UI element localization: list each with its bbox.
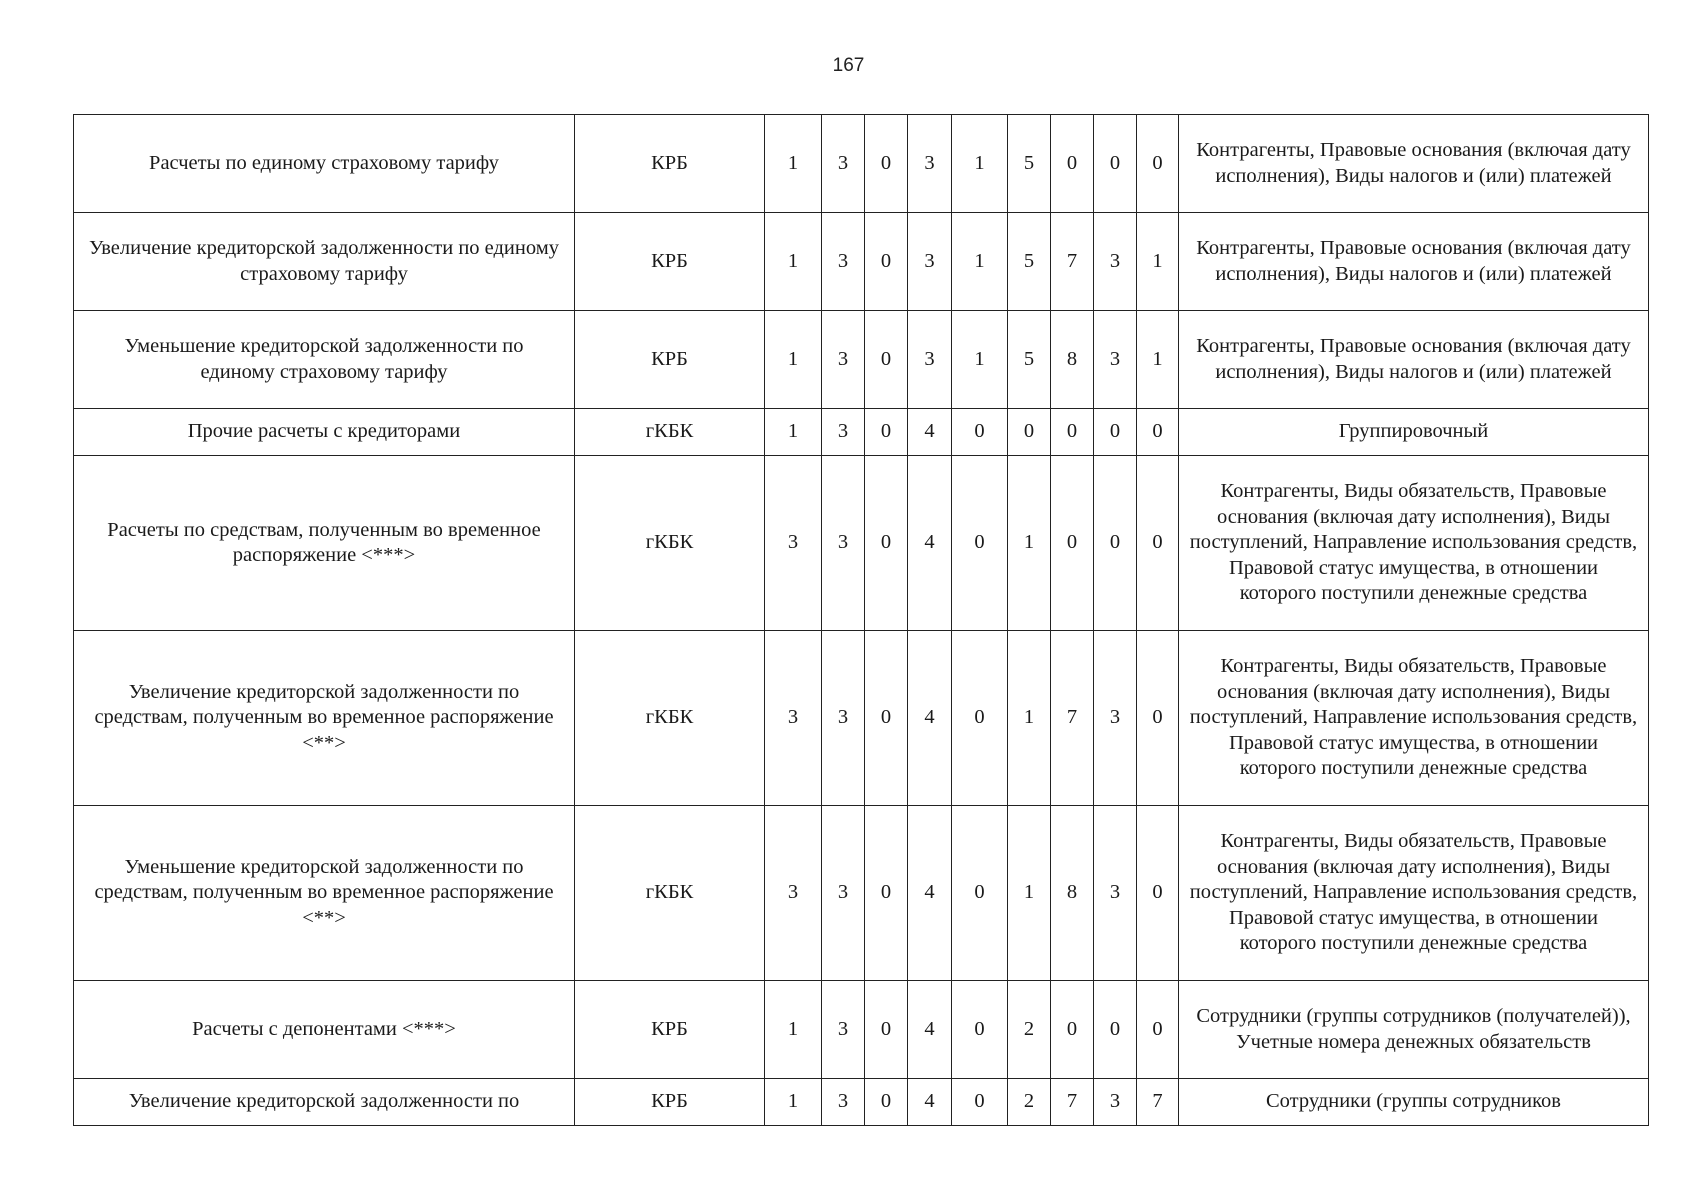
table-row xyxy=(74,1079,1649,1126)
account-digit-cell: 4 xyxy=(908,409,952,456)
table-row xyxy=(74,806,1649,981)
account-digit-cell: 1 xyxy=(765,311,822,409)
account-digit-cell: 1 xyxy=(1008,456,1051,631)
account-digit-cell: 3 xyxy=(822,409,865,456)
account-digit-cell: 0 xyxy=(865,456,908,631)
account-digit-cell: 1 xyxy=(765,213,822,311)
account-name-cell: Увеличение кредиторской задолженности по xyxy=(74,1079,575,1126)
account-digit-cell: 0 xyxy=(1094,456,1137,631)
account-digit-cell: 0 xyxy=(1137,409,1179,456)
account-digit-cell: 0 xyxy=(1051,981,1094,1079)
table-row xyxy=(74,631,1649,806)
account-digit-cell: 0 xyxy=(1008,409,1051,456)
account-digit-cell: 2 xyxy=(1008,1079,1051,1126)
account-digit-cell: 1 xyxy=(952,311,1008,409)
account-digit-cell: 0 xyxy=(865,409,908,456)
account-code-type-cell: КРБ xyxy=(575,981,765,1079)
account-name-cell: Уменьшение кредиторской задолженности по средствам, полученным во временное распоряжение <**> xyxy=(74,806,575,981)
account-digit-cell: 1 xyxy=(952,115,1008,213)
account-digit-cell: 0 xyxy=(865,1079,908,1126)
account-digit-cell: 3 xyxy=(908,213,952,311)
table-row xyxy=(74,213,1649,311)
account-digit-cell: 3 xyxy=(1094,1079,1137,1126)
account-digit-cell: 4 xyxy=(908,806,952,981)
account-digit-cell: 0 xyxy=(1137,456,1179,631)
account-digit-cell: 3 xyxy=(765,631,822,806)
account-digit-cell: 4 xyxy=(908,981,952,1079)
account-digit-cell: 1 xyxy=(1008,806,1051,981)
analytics-note-cell: Контрагенты, Правовые основания (включая дату исполнения), Виды налогов и (или) платежей xyxy=(1179,115,1649,213)
account-digit-cell: 0 xyxy=(865,806,908,981)
account-digit-cell: 0 xyxy=(952,456,1008,631)
account-digit-cell: 5 xyxy=(1008,213,1051,311)
analytics-note-cell: Контрагенты, Виды обязательств, Правовые основания (включая дату исполнения), Виды поступлений, Направление использования средств, Правовой статус имущества, в отношении которого поступили денежные средства xyxy=(1179,631,1649,806)
account-digit-cell: 3 xyxy=(822,1079,865,1126)
table-row xyxy=(74,115,1649,213)
account-digit-cell: 0 xyxy=(1137,115,1179,213)
account-name-cell: Уменьшение кредиторской задолженности по единому страховому тарифу xyxy=(74,311,575,409)
account-digit-cell: 3 xyxy=(1094,631,1137,806)
account-digit-cell: 3 xyxy=(822,631,865,806)
account-code-type-cell: КРБ xyxy=(575,213,765,311)
account-digit-cell: 0 xyxy=(1051,115,1094,213)
table-row xyxy=(74,409,1649,456)
analytics-note-cell: Контрагенты, Виды обязательств, Правовые основания (включая дату исполнения), Виды поступлений, Направление использования средств, Правовой статус имущества, в отношении которого поступили денежные средства xyxy=(1179,806,1649,981)
account-digit-cell: 3 xyxy=(822,213,865,311)
account-digit-cell: 1 xyxy=(952,213,1008,311)
account-code-type-cell: КРБ xyxy=(575,311,765,409)
account-digit-cell: 3 xyxy=(822,806,865,981)
account-digit-cell: 1 xyxy=(1137,213,1179,311)
account-name-cell: Прочие расчеты с кредиторами xyxy=(74,409,575,456)
account-digit-cell: 7 xyxy=(1051,631,1094,806)
account-digit-cell: 8 xyxy=(1051,806,1094,981)
account-digit-cell: 7 xyxy=(1051,213,1094,311)
account-digit-cell: 0 xyxy=(952,981,1008,1079)
account-digit-cell: 4 xyxy=(908,1079,952,1126)
analytics-note-cell: Контрагенты, Правовые основания (включая дату исполнения), Виды налогов и (или) платежей xyxy=(1179,213,1649,311)
account-digit-cell: 0 xyxy=(952,1079,1008,1126)
account-digit-cell: 1 xyxy=(765,115,822,213)
account-name-cell: Расчеты с депонентами <***> xyxy=(74,981,575,1079)
account-digit-cell: 0 xyxy=(1137,806,1179,981)
account-digit-cell: 0 xyxy=(1051,409,1094,456)
account-digit-cell: 1 xyxy=(1008,631,1051,806)
account-digit-cell: 7 xyxy=(1051,1079,1094,1126)
account-digit-cell: 2 xyxy=(1008,981,1051,1079)
account-digit-cell: 1 xyxy=(1137,311,1179,409)
account-name-cell: Увеличение кредиторской задолженности по средствам, полученным во временное распоряжение <**> xyxy=(74,631,575,806)
table-row xyxy=(74,456,1649,631)
account-name-cell: Расчеты по средствам, полученным во временное распоряжение <***> xyxy=(74,456,575,631)
account-digit-cell: 5 xyxy=(1008,115,1051,213)
account-digit-cell: 0 xyxy=(865,115,908,213)
account-name-cell: Расчеты по единому страховому тарифу xyxy=(74,115,575,213)
analytics-note-cell: Контрагенты, Виды обязательств, Правовые основания (включая дату исполнения), Виды поступлений, Направление использования средств, Правовой статус имущества, в отношении которого поступили денежные средства xyxy=(1179,456,1649,631)
table-row xyxy=(74,981,1649,1079)
account-digit-cell: 3 xyxy=(822,311,865,409)
account-digit-cell: 8 xyxy=(1051,311,1094,409)
account-digit-cell: 0 xyxy=(1137,981,1179,1079)
account-digit-cell: 0 xyxy=(1094,981,1137,1079)
account-name-cell: Увеличение кредиторской задолженности по единому страховому тарифу xyxy=(74,213,575,311)
account-digit-cell: 0 xyxy=(1137,631,1179,806)
account-digit-cell: 0 xyxy=(865,213,908,311)
analytics-note-cell: Сотрудники (группы сотрудников xyxy=(1179,1079,1649,1126)
account-code-type-cell: гКБК xyxy=(575,456,765,631)
account-digit-cell: 0 xyxy=(1094,115,1137,213)
account-digit-cell: 3 xyxy=(1094,213,1137,311)
account-digit-cell: 1 xyxy=(765,1079,822,1126)
account-digit-cell: 3 xyxy=(1094,806,1137,981)
account-digit-cell: 0 xyxy=(1094,409,1137,456)
account-digit-cell: 0 xyxy=(952,806,1008,981)
account-code-type-cell: КРБ xyxy=(575,115,765,213)
analytics-note-cell: Группировочный xyxy=(1179,409,1649,456)
account-code-type-cell: гКБК xyxy=(575,409,765,456)
account-code-type-cell: гКБК xyxy=(575,631,765,806)
account-digit-cell: 3 xyxy=(822,456,865,631)
account-digit-cell: 3 xyxy=(822,981,865,1079)
account-digit-cell: 3 xyxy=(1094,311,1137,409)
account-code-type-cell: гКБК xyxy=(575,806,765,981)
analytics-note-cell: Контрагенты, Правовые основания (включая дату исполнения), Виды налогов и (или) платежей xyxy=(1179,311,1649,409)
account-digit-cell: 1 xyxy=(765,409,822,456)
account-digit-cell: 1 xyxy=(765,981,822,1079)
accounts-table xyxy=(73,114,1649,1126)
account-digit-cell: 0 xyxy=(865,981,908,1079)
account-code-type-cell: КРБ xyxy=(575,1079,765,1126)
page-number: 167 xyxy=(832,55,865,76)
table-row xyxy=(74,311,1649,409)
analytics-note-cell: Сотрудники (группы сотрудников (получателей)), Учетные номера денежных обязательств xyxy=(1179,981,1649,1079)
account-digit-cell: 0 xyxy=(1051,456,1094,631)
account-digit-cell: 3 xyxy=(908,311,952,409)
account-digit-cell: 3 xyxy=(765,806,822,981)
account-digit-cell: 0 xyxy=(952,631,1008,806)
account-digit-cell: 0 xyxy=(865,311,908,409)
account-digit-cell: 3 xyxy=(822,115,865,213)
account-digit-cell: 7 xyxy=(1137,1079,1179,1126)
account-digit-cell: 5 xyxy=(1008,311,1051,409)
account-digit-cell: 0 xyxy=(865,631,908,806)
account-digit-cell: 4 xyxy=(908,456,952,631)
account-digit-cell: 4 xyxy=(908,631,952,806)
account-digit-cell: 3 xyxy=(765,456,822,631)
account-digit-cell: 0 xyxy=(952,409,1008,456)
account-digit-cell: 3 xyxy=(908,115,952,213)
